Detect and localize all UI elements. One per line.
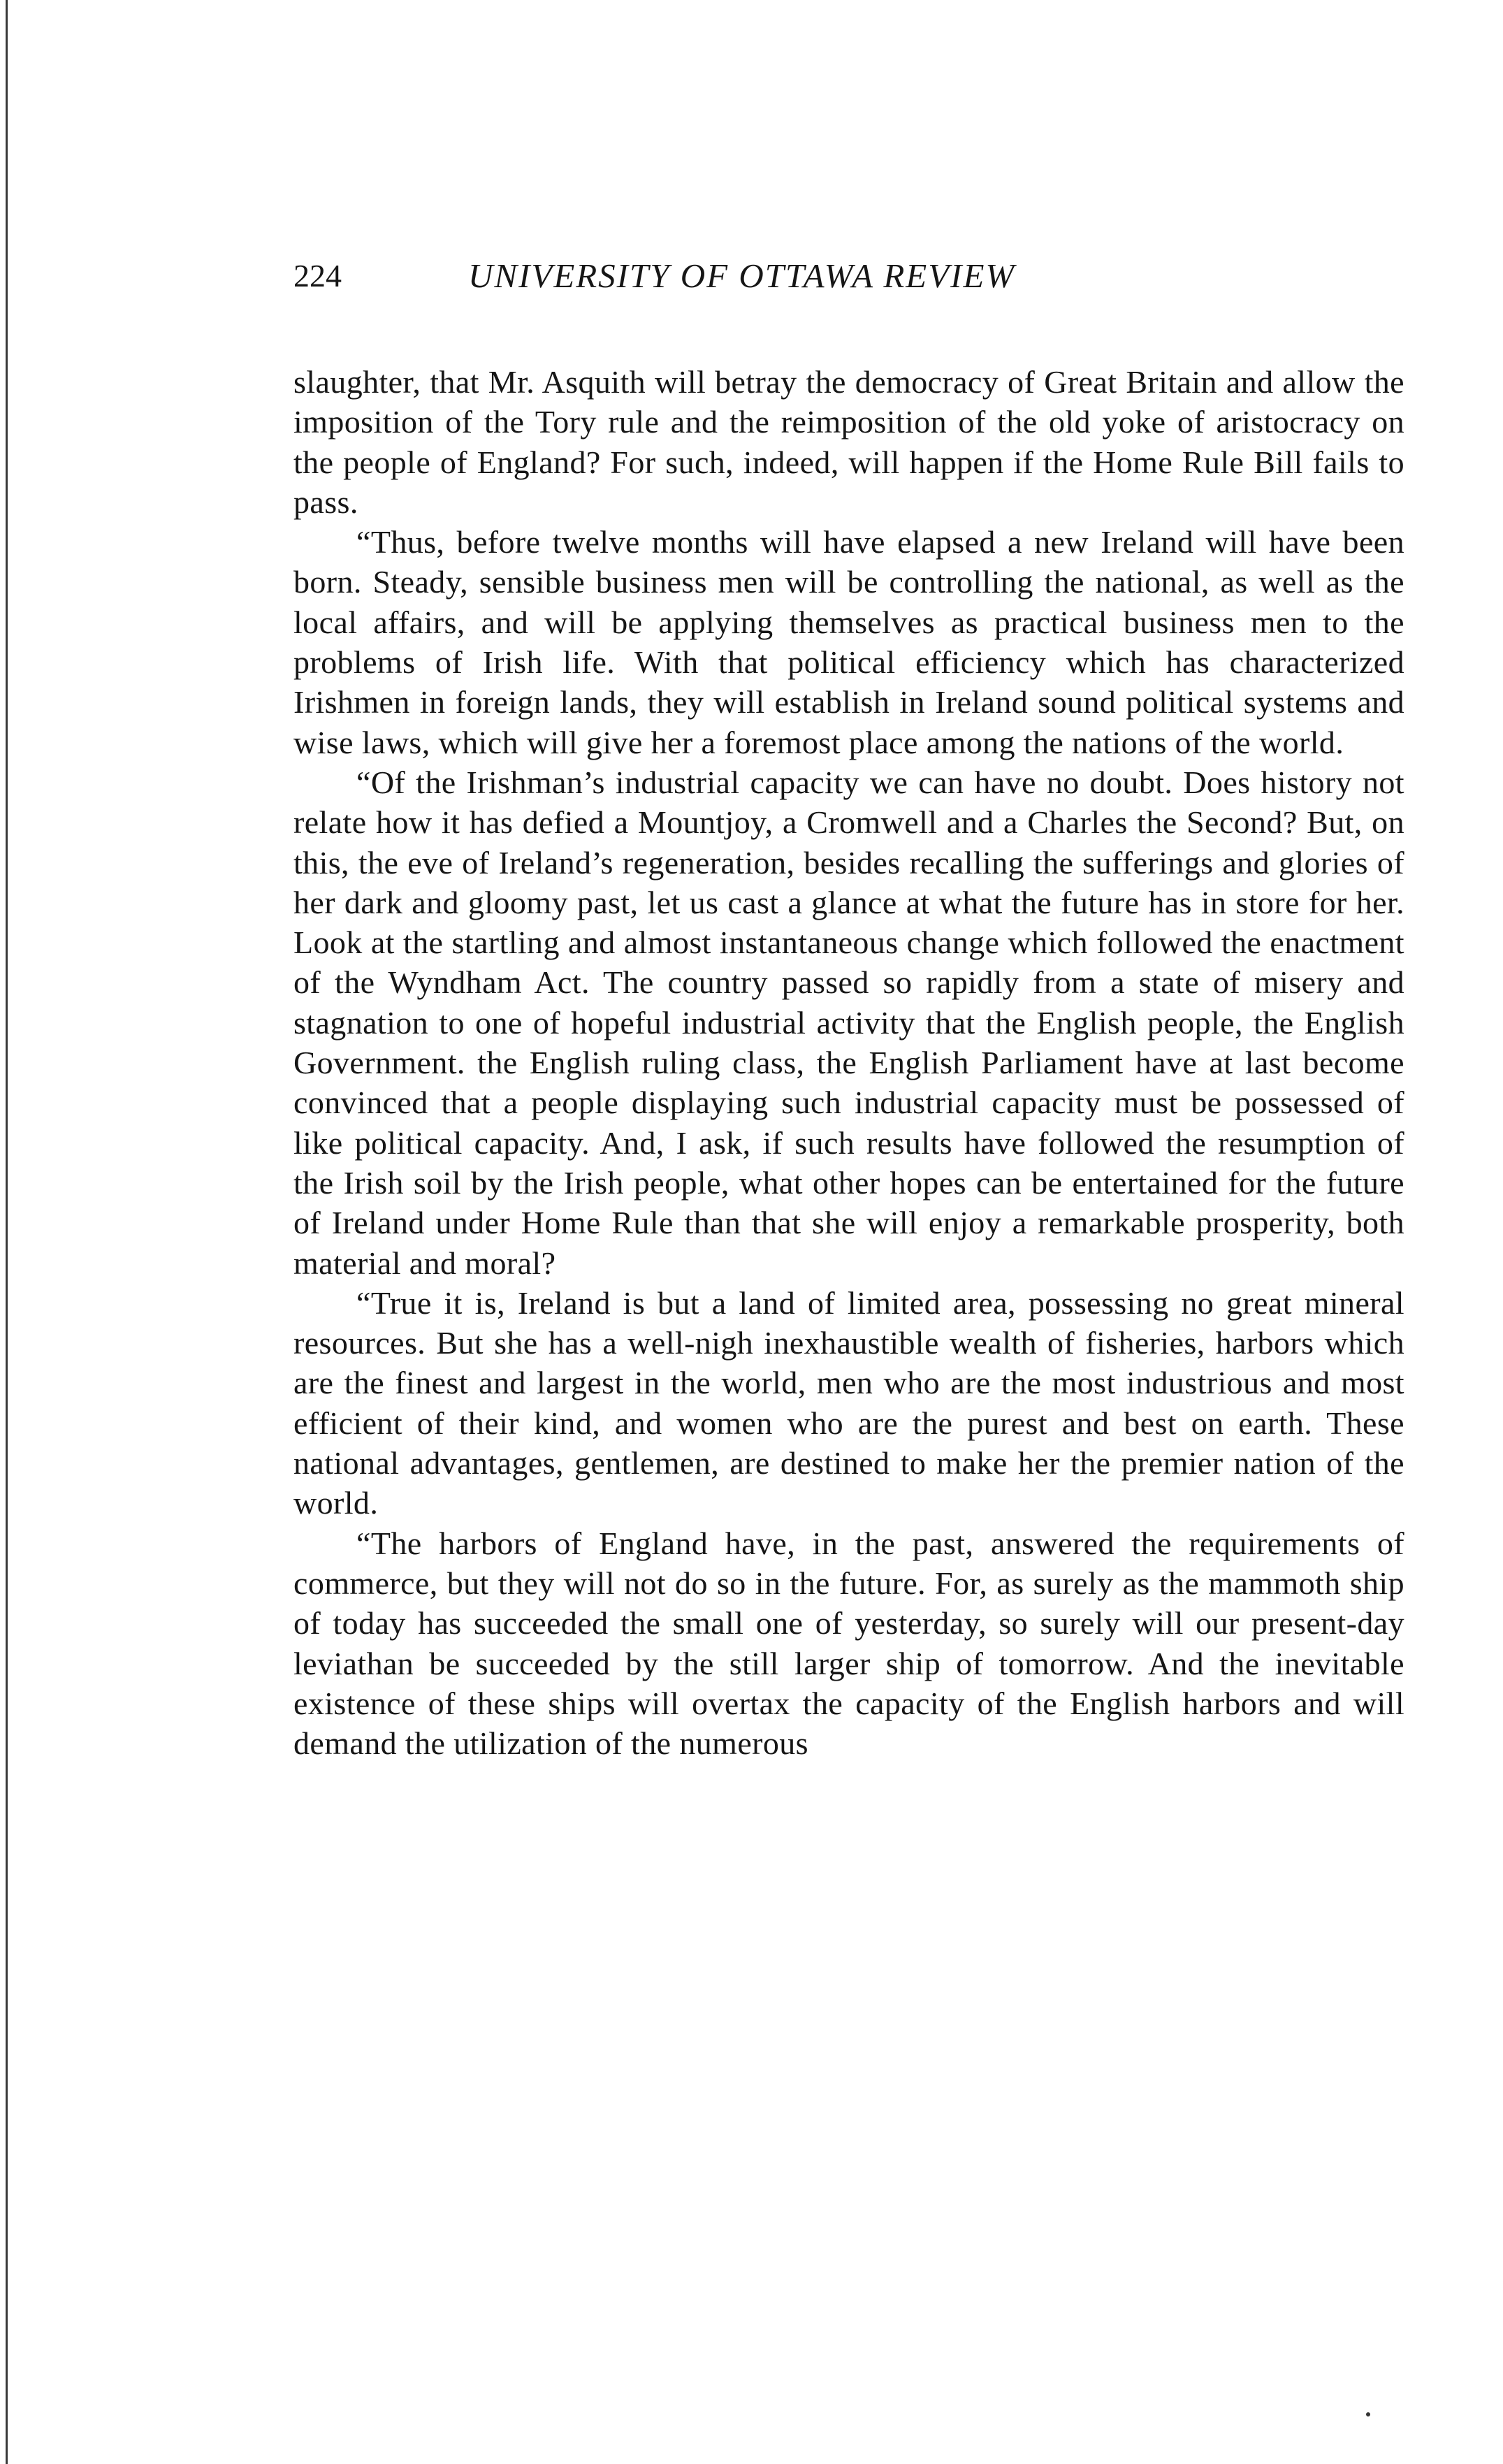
paragraph: “The harbors of England have, in the past, answered the requirements of commerce, but they will not do so in the future. For, as surely as the mammoth ship of today has succeeded the small one of yesterday, so surely will our present-day leviathan be succeeded by the still larger ship of tomorrow. And the inevitable existence of these ships will overtax the capacity of the English harbors and will demand the utilization of the numerous [293, 1525, 1404, 1762]
paragraph: “Thus, before twelve months will have elapsed a new Ireland will have been born. Steady, sensible business men will be controlling the national, as well as the local affairs, and will be applying themselves as practical business men to the problems of Irish life. With that political efficiency which has characterized Irishmen in foreign lands, they will establish in Ireland sound political systems and wise laws, which will give her a foremost place among the nations of the world. [293, 524, 1404, 760]
paragraph: “True it is, Ireland is but a land of limited area, possessing no great mineral resources. But she has a well-nigh inexhaustible wealth of fisheries, harbors which are the finest and largest in the world, men who are the most industrious and most efficient of their kind, and women who are the purest and best on earth. These national advantages, gentlemen, are destined to make her the premier nation of the world. [293, 1284, 1404, 1521]
stray-ink-mark [1366, 2412, 1370, 2416]
running-header [293, 252, 1404, 300]
scan-edge-line [6, 0, 8, 2464]
book-page [293, 0, 1404, 2464]
page-number: 224 [293, 258, 342, 293]
paragraph-continued: slaughter, that Mr. Asquith will betray the democracy of Great Britain and allow the imposition of the Tory rule and the reimposition of the old yoke of aristocracy on the people of England? For such, indeed, will happen if the Home Rule Bill fails to pass. [293, 364, 1404, 520]
running-title: UNIVERSITY OF OTTAWA REVIEW [468, 256, 1016, 295]
paragraph: “Of the Irishman’s industrial capacity we can have no doubt. Does history not relate how it has defied a Mountjoy, a Cromwell and a Charles the Second? But, on this, the eve of Ireland’s regeneration, besides recalling the sufferings and glories of her dark and gloomy past, let us cast a glance at what the future has in store for her. Look at the startling and almost instantaneous change which followed the enactment of the Wyndham Act. The country passed so rapidly from a state of misery and stagnation to one of hopeful industrial activity that the English people, the English Government. the English ruling class, the English Parliament have at last become convinced that a people displaying such industrial capacity must be possessed of like political capacity. And, I ask, if such results have followed the resumption of the Irish soil by the Irish people, what other hopes can be entertained for the future of Ireland under Home Rule than that she will enjoy a remarkable prosperity, both material and moral? [293, 764, 1404, 1281]
body-text [293, 362, 1404, 1763]
